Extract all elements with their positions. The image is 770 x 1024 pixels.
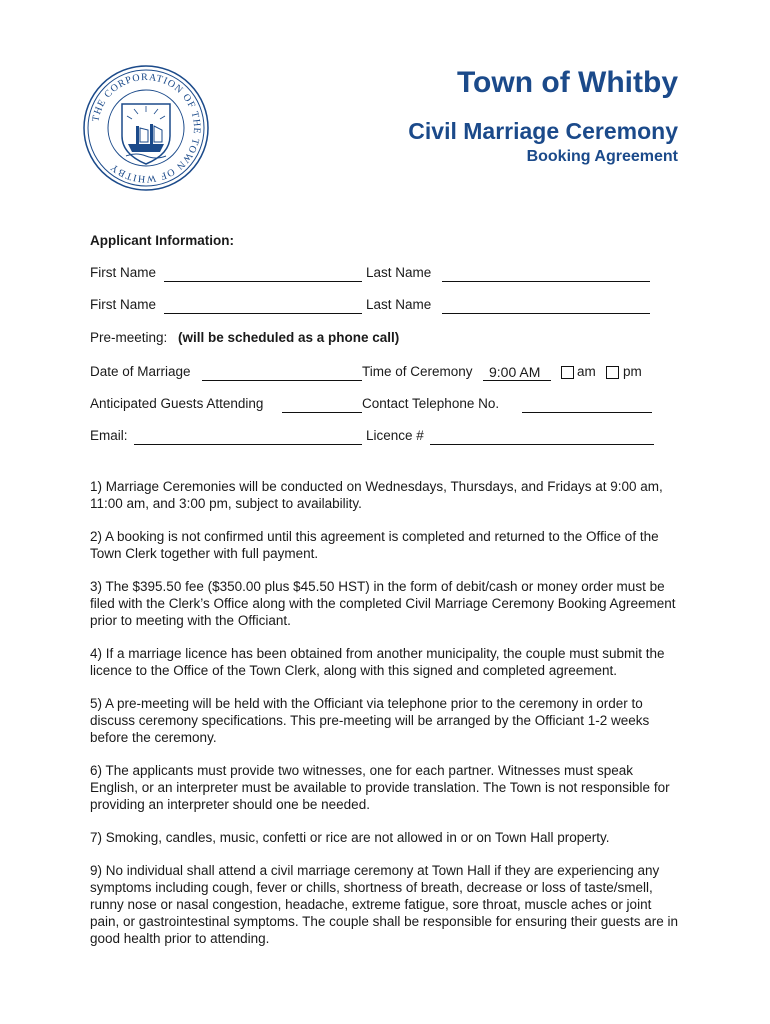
pm-label: pm	[623, 364, 642, 379]
term-3: 3) The $395.50 fee ($350.00 plus $45.50 HST) in the form of debit/cash or money order must be filed with the Clerk’s Office along with the completed Civil Marriage Ceremony Booking Agreement prior to meeting with the Officiant.	[90, 579, 676, 628]
document-sub-subtitle: Booking Agreement	[526, 148, 678, 165]
date-of-marriage-field[interactable]	[202, 380, 362, 381]
am-checkbox[interactable]	[561, 366, 574, 379]
pm-checkbox[interactable]	[606, 366, 619, 379]
contact-telephone-field[interactable]	[522, 412, 652, 413]
licence-number-field[interactable]	[430, 444, 654, 445]
term-6: 6) The applicants must provide two witnesses, one for each partner. Witnesses must speak English, or an interpreter must be available to provide translation. The Town is not responsible for providing an interpreter should one be needed.	[90, 763, 670, 812]
term-2: 2) A booking is not confirmed until this agreement is completed and returned to the Office of the Town Clerk together with full payment.	[90, 529, 659, 561]
last-name-label: Last Name	[366, 265, 432, 280]
anticipated-guests-field[interactable]	[282, 412, 362, 413]
first-name-label: First Name	[90, 297, 157, 312]
terms-list	[90, 478, 684, 963]
last-name-label: Last Name	[366, 297, 432, 312]
document-subtitle: Civil Marriage Ceremony	[408, 118, 678, 144]
term-1: 1) Marriage Ceremonies will be conducted on Wednesdays, Thursdays, and Fridays at 9:00 am, 11:00 am, and 3:00 pm, subject to availability.	[90, 479, 663, 511]
contact-telephone-label: Contact Telephone No.	[362, 396, 500, 411]
town-seal-logo	[82, 64, 210, 192]
document-title: Town of Whitby	[456, 66, 678, 99]
licence-number-label: Licence #	[366, 428, 424, 443]
anticipated-guests-label: Anticipated Guests Attending	[90, 396, 264, 411]
term-5: 5) A pre-meeting will be held with the Officiant via telephone prior to the ceremony in order to discuss ceremony specifications. This pre-meeting will be arranged by the Officiant 1-2 weeks before the ceremony.	[90, 696, 650, 745]
am-label: am	[577, 364, 596, 379]
time-of-ceremony-label: Time of Ceremony	[362, 364, 473, 379]
first-name-label: First Name	[90, 265, 157, 280]
email-field[interactable]	[134, 444, 362, 445]
premeeting-note: (will be scheduled as a phone call)	[178, 330, 400, 345]
applicant-information-label: Applicant Information:	[90, 233, 234, 248]
term-7: 7) Smoking, candles, music, confetti or rice are not allowed in or on Town Hall property.	[90, 830, 610, 845]
first-name-field-1[interactable]	[164, 281, 362, 282]
time-of-ceremony-value[interactable]: 9:00 AM	[489, 364, 541, 380]
last-name-field-1[interactable]	[442, 281, 650, 282]
date-of-marriage-label: Date of Marriage	[90, 364, 191, 379]
first-name-field-2[interactable]	[164, 313, 362, 314]
premeeting-label: Pre-meeting:	[90, 330, 168, 345]
term-9: 9) No individual shall attend a civil marriage ceremony at Town Hall if they are experiencing any symptoms including cough, fever or chills, shortness of breath, decrease or loss of taste/smell, runny nose or nasal congestion, headache, extreme fatigue, sore throat, muscle aches or joint pain, or gastrointestinal symptoms. The couple shall be responsible for ensuring their guests are in good health prior to attending.	[90, 863, 679, 946]
time-of-ceremony-field[interactable]	[483, 380, 551, 381]
svg-text:THE CORPORATION OF THE TOWN OF: THE CORPORATION OF THE TOWN OF WHITBY	[90, 71, 203, 185]
last-name-field-2[interactable]	[442, 313, 650, 314]
term-4: 4) If a marriage licence has been obtained from another municipality, the couple must submit the licence to the Office of the Town Clerk, along with this signed and completed agreement.	[90, 646, 665, 678]
email-label: Email:	[90, 428, 128, 443]
